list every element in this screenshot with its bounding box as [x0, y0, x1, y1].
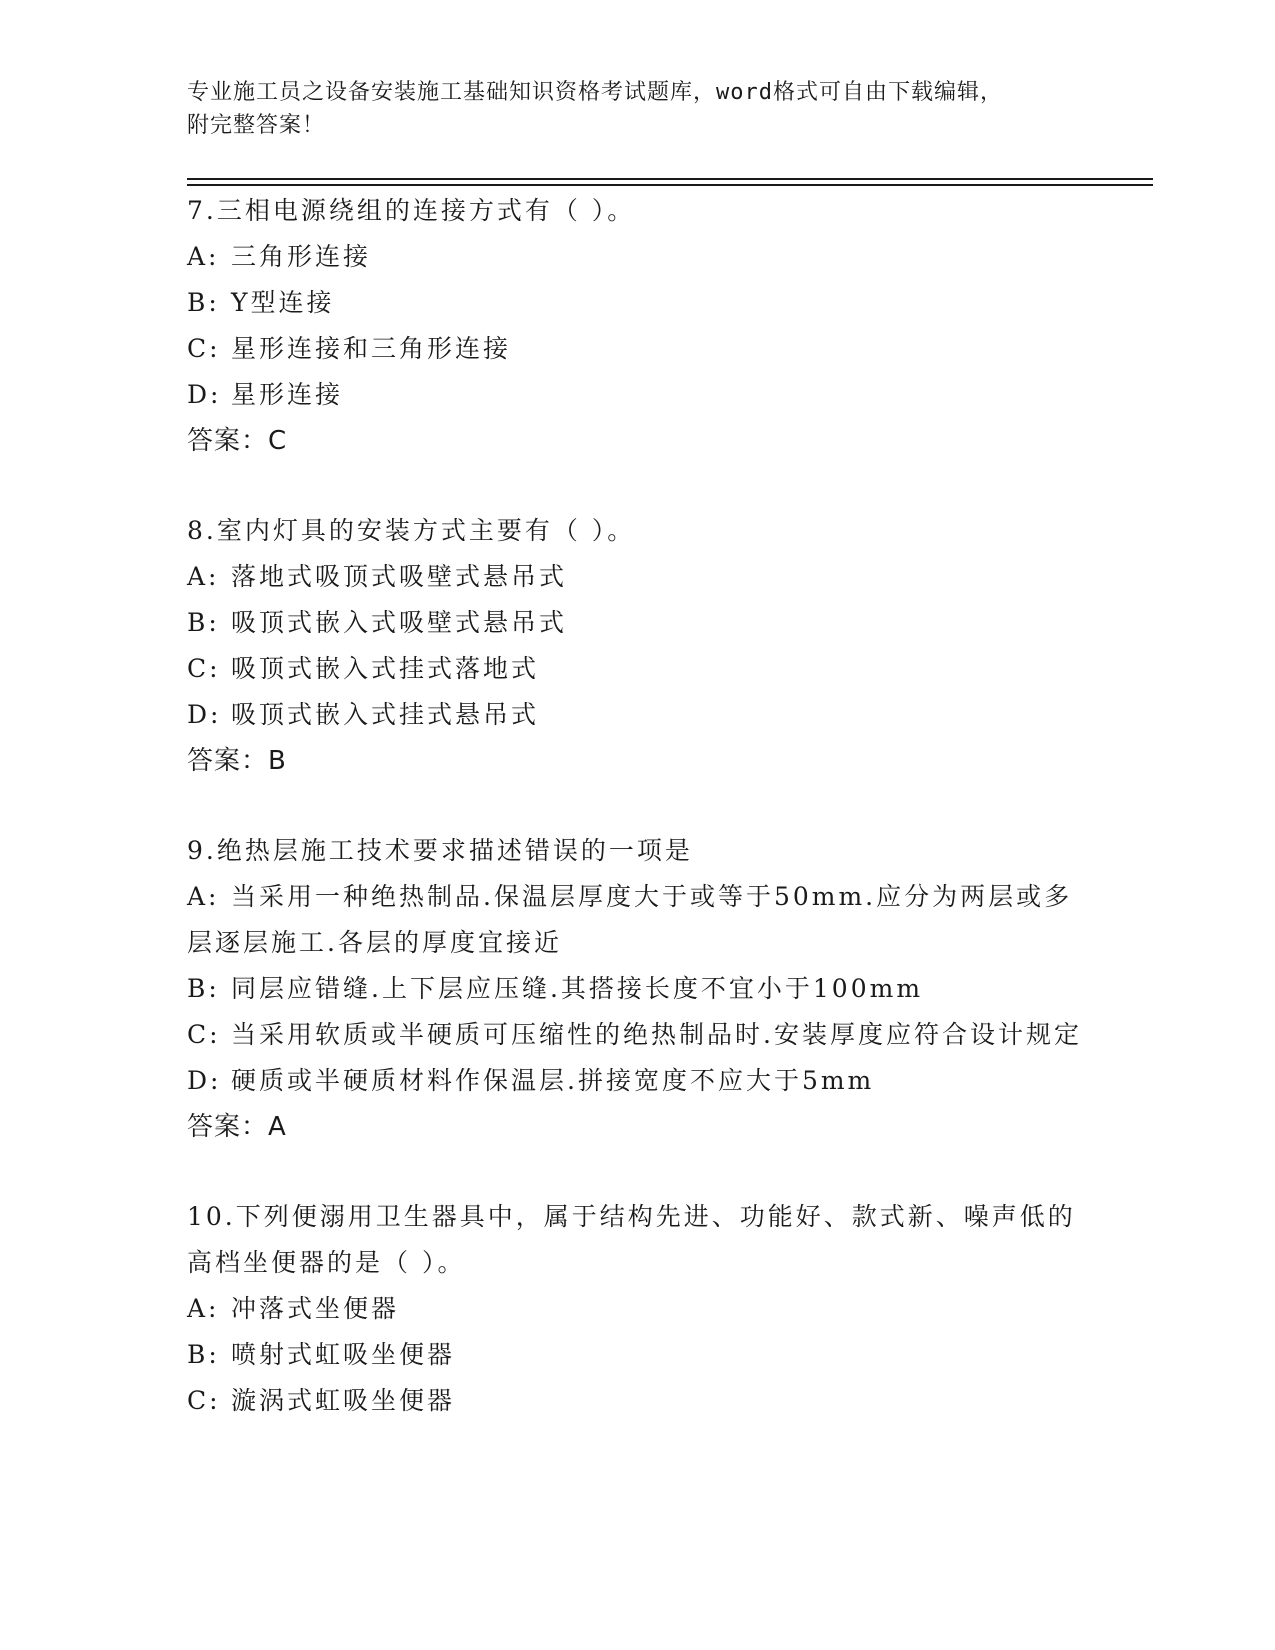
option-text: 硬质或半硬质材料作保温层.拼接宽度不应大于5mm: [231, 1066, 875, 1095]
option-letter: D:: [187, 700, 222, 729]
option-b: [187, 1332, 1087, 1378]
option-text: 三角形连接: [231, 242, 372, 271]
header-line-2: 附完整答案！: [187, 113, 326, 138]
option-b: [187, 280, 1087, 326]
question-8: [187, 508, 1087, 784]
question-10: [187, 1194, 1087, 1424]
option-c: [187, 326, 1087, 372]
option-letter: A:: [187, 562, 220, 591]
option-letter: B:: [187, 608, 220, 637]
answer-line: 答案：B: [187, 746, 287, 776]
option-letter: D:: [187, 1066, 222, 1095]
question-stem: 7.三相电源绕组的连接方式有（ ）。: [187, 196, 636, 225]
option-letter: A:: [187, 882, 220, 911]
option-b: [187, 966, 1087, 1012]
option-text: 吸顶式嵌入式吸壁式悬吊式: [231, 608, 568, 637]
option-letter: A:: [187, 242, 220, 271]
option-letter: C:: [187, 654, 221, 683]
option-letter: C:: [187, 334, 221, 363]
question-stem: 9.绝热层施工技术要求描述错误的一项是: [187, 836, 693, 865]
option-a: [187, 1286, 1087, 1332]
answer-line: 答案：C: [187, 426, 288, 456]
option-d: [187, 1058, 1087, 1104]
option-text: 吸顶式嵌入式挂式悬吊式: [231, 700, 540, 729]
option-a: [187, 874, 1087, 966]
option-text: 星形连接和三角形连接: [231, 334, 512, 363]
option-letter: C:: [187, 1386, 221, 1415]
option-b: [187, 600, 1087, 646]
option-text: 吸顶式嵌入式挂式落地式: [231, 654, 540, 683]
option-letter: A:: [187, 1294, 220, 1323]
document-header: [187, 76, 1087, 142]
header-divider-top: [187, 178, 1153, 180]
option-text: 当采用软质或半硬质可压缩性的绝热制品时.安装厚度应符合设计规定: [231, 1020, 1082, 1049]
question-stem: 8.室内灯具的安装方式主要有（ ）。: [187, 516, 636, 545]
option-letter: B:: [187, 974, 220, 1003]
option-text: 喷射式虹吸坐便器: [231, 1340, 456, 1369]
option-c: [187, 1012, 1087, 1058]
question-stem: 10.下列便溺用卫生器具中，属于结构先进、功能好、款式新、噪声低的高档坐便器的是（ ）。: [187, 1202, 1076, 1277]
option-c: [187, 646, 1087, 692]
option-text: 同层应错缝.上下层应压缝.其搭接长度不宜小于100mm: [231, 974, 924, 1003]
option-text: 落地式吸顶式吸壁式悬吊式: [231, 562, 568, 591]
option-letter: C:: [187, 1020, 221, 1049]
option-a: [187, 234, 1087, 280]
option-text: 星形连接: [231, 380, 344, 409]
option-text: 漩涡式虹吸坐便器: [231, 1386, 456, 1415]
option-c: [187, 1378, 1087, 1424]
option-text: 冲落式坐便器: [231, 1294, 400, 1323]
question-7: [187, 188, 1087, 464]
header-line-1: 专业施工员之设备安装施工基础知识资格考试题库，word格式可自由下载编辑，: [187, 80, 1003, 105]
header-divider-bottom: [187, 184, 1153, 186]
option-d: [187, 692, 1087, 738]
option-d: [187, 372, 1087, 418]
option-letter: B:: [187, 288, 220, 317]
option-a: [187, 554, 1087, 600]
option-text: Y型连接: [231, 288, 335, 317]
question-list: [187, 188, 1087, 1468]
option-letter: D:: [187, 380, 222, 409]
answer-line: 答案：A: [187, 1112, 287, 1142]
option-letter: B:: [187, 1340, 220, 1369]
option-text: 当采用一种绝热制品.保温层厚度大于或等于50mm.应分为两层或多层逐层施工.各层的厚度宜接近: [187, 882, 1073, 957]
question-9: [187, 828, 1087, 1150]
